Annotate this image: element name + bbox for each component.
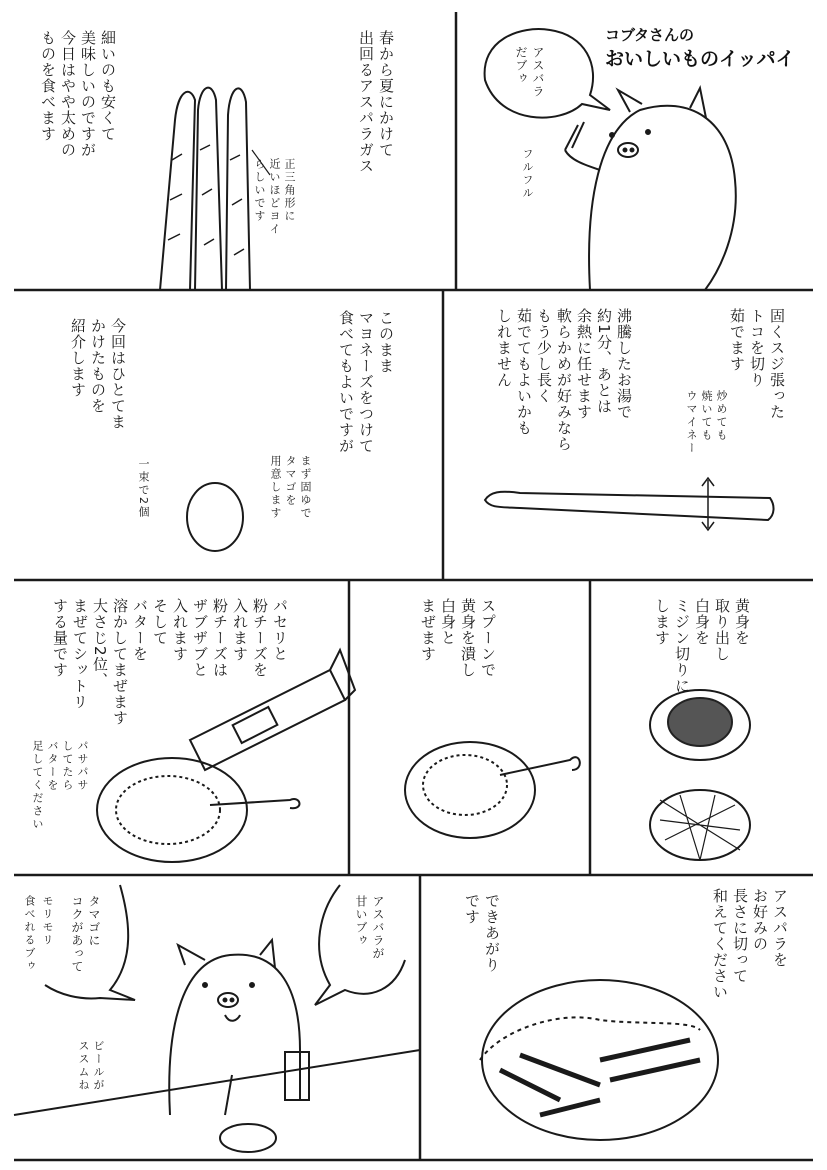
cheese-text: パセリと 粉チーズを 入れます 粉チーズは ザブザブと 入れます そして バターを 溶かしてまぜます 大さじ2位、 まぜてシットリ する量です (51, 598, 289, 726)
butter-note: パサパサ してたら バターを 足してください (31, 740, 89, 831)
mayo-text: このまま マヨネーズをつけて 食べてもよいですが (337, 310, 395, 454)
speech-bubble-top (485, 29, 610, 118)
yolk-text: 黄身を 取り出し 白身を ミジン切りに します (653, 598, 751, 694)
finished-dish (480, 980, 718, 1140)
munch-sfx: モリモリ (41, 895, 54, 947)
pig-speech: アスバラ だブゥ (514, 46, 545, 98)
pig-character-top (565, 88, 736, 290)
intro-recipe-text: 今回はひとてま かけたものを 紹介します (69, 318, 127, 430)
plate-mixing (405, 742, 580, 838)
bunch-note: 一束で2個 (137, 458, 150, 519)
eat-speech: 食べれるブゥ (23, 895, 36, 973)
egg-halves (650, 690, 750, 860)
intro-text: 春から夏にかけて 出回るアスパラガス (357, 30, 395, 174)
comic-title: おいしいものイッパイ (605, 48, 795, 70)
beer-speech: ビールが ススムね (77, 1040, 105, 1092)
boil-text: 沸騰したお湯で 約1分、あとは 余熱に任せます 軟らかめが好みなら もう少し長く 茹でてもよいかも しれません (495, 308, 633, 452)
triangle-note: 正三角形に 近いほどヨイ らしいです (253, 158, 296, 236)
mix-text: アスパラを お好みの 長さに切って 和えてください (711, 888, 789, 1000)
done-text: できあがり です (463, 893, 501, 973)
grill-note: 炒めても 焼いても ウマイネー (685, 390, 728, 455)
shake-sfx: フルフル (521, 148, 534, 200)
sweet-speech: アスバラが 甘いブゥ (354, 895, 385, 960)
rich-egg-speech: タマゴに コクがあって (70, 895, 101, 973)
trim-text: 固くスジ張った トコを切り 茹でます (728, 308, 786, 420)
egg-illustration (187, 483, 243, 551)
thickness-text: 細いのも安くて 美味しいのですが 今日はやや太めの ものを食べます (39, 30, 117, 158)
panel-borders (14, 12, 813, 1160)
egg-note: まず固ゆで タマゴを 用意します (269, 455, 312, 520)
mash-text: スプーンで 黄身を潰し 白身と まぜます (419, 598, 497, 678)
series-title: コブタさんの (605, 26, 694, 44)
asparagus-cut (485, 478, 774, 530)
